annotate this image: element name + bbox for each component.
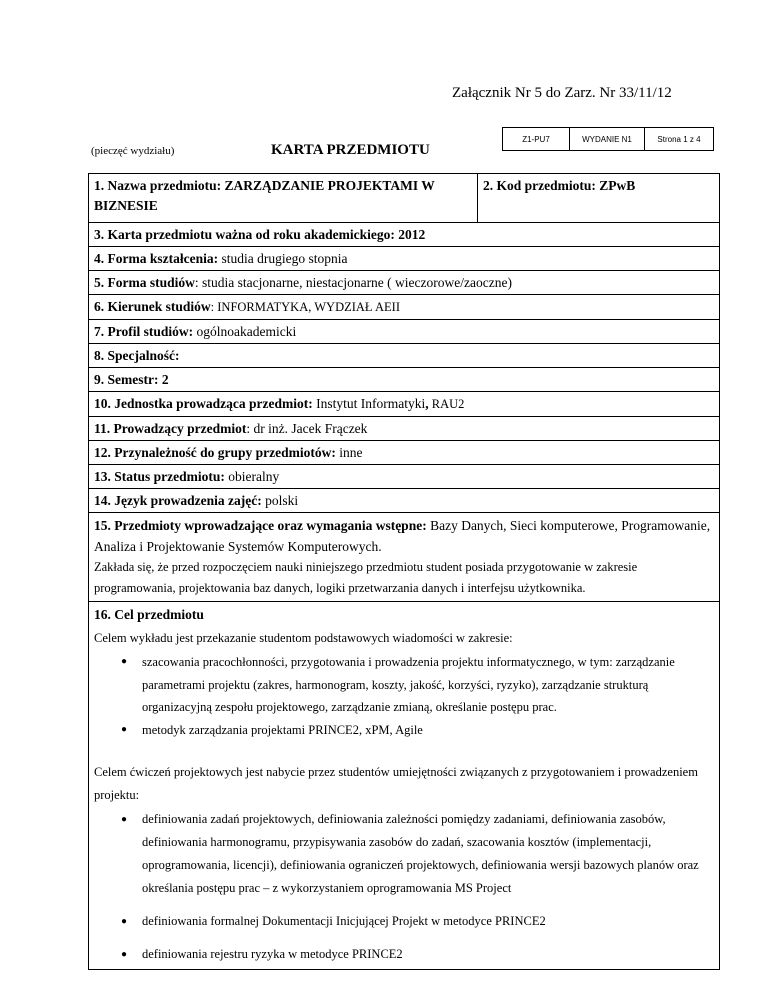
document-title: KARTA PRZEDMIOTU <box>271 142 430 158</box>
row-education-form: 4. Forma kształcenia: studia drugiego stopnia <box>89 247 720 271</box>
list-item: ● definiowania zadań projektowych, definiowania zależności pomiędzy zadaniami, definiowania zasobów, definiowania harmonogramu, przypisywania zasobów do zadań, szacowania kosztów (implementacji, oprogramowania, licencji), definiowania ograniczeń projektowych, definiowania wersji bazowych planów oraz określania postępu prac – z wykorzystaniem oprogramowania MS Project <box>121 812 699 895</box>
course-code-cell: 2. Kod przedmiotu: ZPwB <box>478 174 720 223</box>
prerequisites-note: Zakłada się, że przed rozpoczęciem nauki niniejszego przedmiotu student posiada przygotowanie w zakresie programowania, projektowania baz danych, logiki przetwarzania danych i interfejsu użytkownika. <box>94 560 638 595</box>
row-prerequisites: 15. Przedmioty wprowadzające oraz wymagania wstępne: Bazy Danych, Sieci komputerowe, Programowanie, Analiza i Projektowanie Systemów Komputerowych. Zakłada się, że przed rozpoczęciem nauki niniejszego przedmiotu student posiada przygotowanie w zakresie programowania, projektowania baz danych, logiki przetwarzania danych i interfejsu użytkownika. <box>89 513 720 602</box>
row-course-objective <box>89 602 720 970</box>
row-valid-year: 3. Karta przedmiotu ważna od roku akademickiego: 2012 <box>89 223 720 247</box>
row-study-form: 5. Forma studiów: studia stacjonarne, niestacjonarne ( wieczorowe/zaoczne) <box>89 271 720 295</box>
list-item: ● definiowania formalnej Dokumentacji Inicjującej Projekt w metodyce PRINCE2 <box>121 914 546 928</box>
project-objective-list <box>94 808 715 966</box>
list-item: ● definiowania rejestru ryzyka w metodyce PRINCE2 <box>121 947 403 961</box>
row-specialization: 8. Specjalność: <box>89 344 720 368</box>
form-code-cell: Z1-PU7 <box>503 128 570 151</box>
row-field-of-study: 6. Kierunek studiów: INFORMATYKA, WYDZIAŁ AEII <box>89 295 720 320</box>
course-name-cell: 1. Nazwa przedmiotu: ZARZĄDZANIE PROJEKTAMI W BIZNESIE <box>89 174 478 223</box>
edition-cell: WYDANIE N1 <box>570 128 645 151</box>
lecture-objective-intro: Celem wykładu jest przekazanie studentom podstawowych wiadomości w zakresie: <box>94 630 513 645</box>
row-course-status: 13. Status przedmiotu: obieralny <box>89 465 720 489</box>
lecture-objective-list <box>94 651 715 741</box>
project-objective-intro: Celem ćwiczeń projektowych jest nabycie przez studentów umiejętności związanych z przygotowaniem i prowadzeniem projektu: <box>94 765 698 802</box>
list-item: ● szacowania pracochłonności, przygotowania i prowadzenia projektu informatycznego, w tym: zarządzanie parametrami projektu (zakres, harmonogram, koszty, jakość, korzyści, ryzyko), zarządzanie strukturą organizacyjną zespołu projektowego, zarządzanie zmianą, określanie postępu prac. <box>121 655 675 714</box>
row-semester: 9. Semestr: 2 <box>89 368 720 392</box>
row-language: 14. Język prowadzenia zajęć: polski <box>89 489 720 513</box>
document-meta-table <box>502 127 714 151</box>
row-course-name <box>89 174 720 223</box>
row-unit: 10. Jednostka prowadząca przedmiot: Instytut Informatyki, RAU2 <box>89 392 720 417</box>
row-lecturer: 11. Prowadzący przedmiot: dr inż. Jacek Frączek <box>89 417 720 441</box>
course-card-table <box>88 173 720 970</box>
list-item: ● metodyk zarządzania projektami PRINCE2, xPM, Agile <box>121 722 423 737</box>
page-number-cell: Strona 1 z 4 <box>645 128 714 151</box>
row-course-group: 12. Przynależność do grupy przedmiotów: inne <box>89 441 720 465</box>
objective-heading: 16. Cel przedmiotu <box>94 607 204 622</box>
faculty-stamp-label: (pieczęć wydziału) <box>91 145 175 157</box>
row-study-profile: 7. Profil studiów: ogólnoakademicki <box>89 320 720 344</box>
annex-reference: Załącznik Nr 5 do Zarz. Nr 33/11/12 <box>452 85 672 101</box>
